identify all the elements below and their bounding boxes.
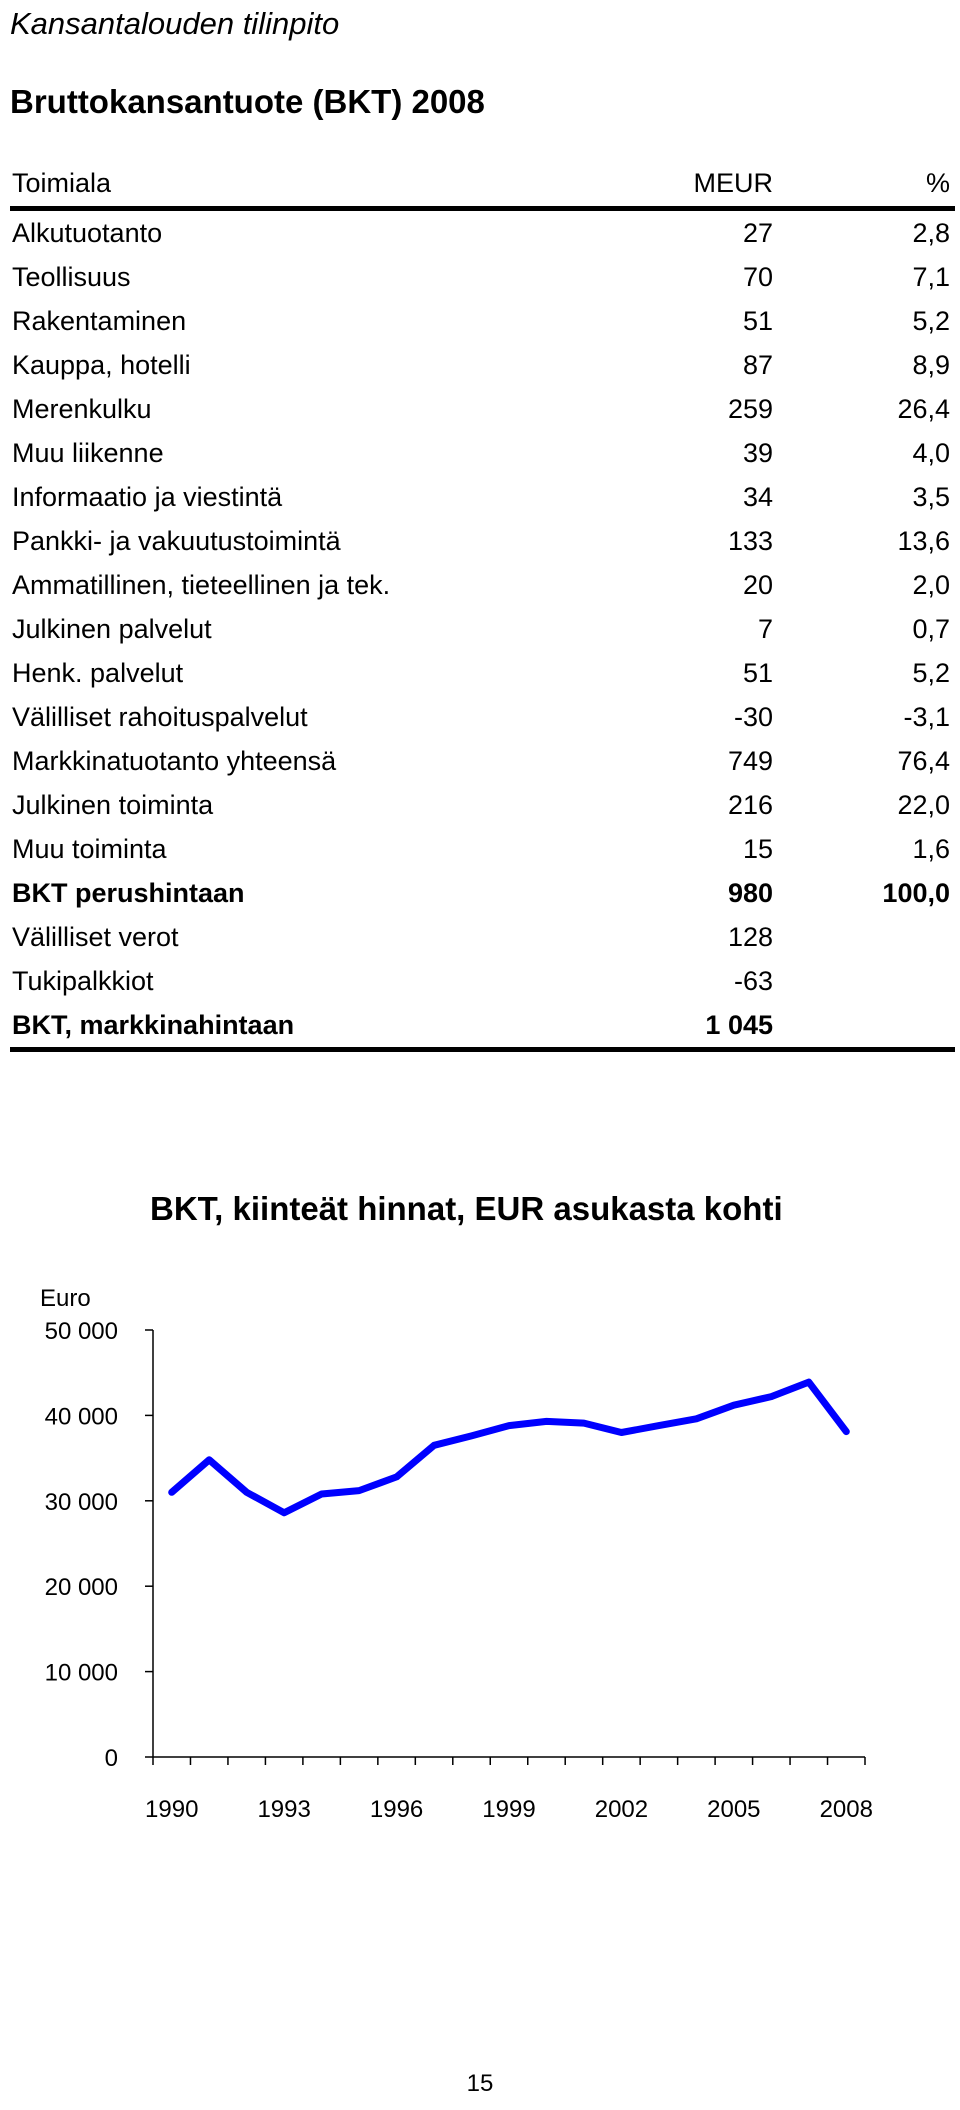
- data-point: [171, 1492, 172, 1493]
- data-point: [246, 1492, 247, 1493]
- table-row: [10, 959, 955, 1003]
- table-row: [10, 783, 955, 827]
- row-percent-value: 26,4: [897, 394, 950, 424]
- row-meur-value: 70: [742, 262, 773, 292]
- row-meur-value: 133: [727, 526, 773, 556]
- row-sector-name: Informaatio ja viestintä: [12, 482, 283, 512]
- row-sector-name: Ammatillinen, tieteellinen ja tek.: [12, 570, 391, 600]
- data-point: [284, 1512, 285, 1513]
- row-sector-name: Kauppa, hotelli: [12, 350, 191, 380]
- row-sector-name: Tukipalkkiot: [12, 966, 154, 996]
- table-row: [10, 739, 955, 783]
- row-meur-value: 216: [727, 790, 773, 820]
- table-row: [10, 563, 955, 607]
- data-point: [696, 1418, 697, 1419]
- row-percent-value: 100,0: [882, 878, 950, 908]
- data-point: [396, 1476, 397, 1477]
- x-tick-label: 1996: [369, 1796, 424, 1823]
- row-percent-value: 3,5: [912, 482, 950, 512]
- row-percent-value: 7,1: [912, 262, 950, 292]
- table-row: [10, 1003, 955, 1047]
- row-sector-name: BKT perushintaan: [12, 878, 245, 908]
- row-meur-value: 749: [727, 746, 773, 776]
- y-tick-label: 30 000: [44, 1488, 118, 1516]
- row-meur-value: 39: [742, 438, 773, 468]
- table-bottom-rule: [10, 1047, 955, 1052]
- row-sector-name: Pankki- ja vakuutustoimintä: [12, 526, 341, 556]
- row-meur-value: 87: [742, 350, 773, 380]
- row-meur-value: -30: [733, 702, 773, 732]
- data-point: [846, 1431, 847, 1432]
- row-percent-value: 76,4: [897, 746, 950, 776]
- x-tick-label: 1990: [145, 1796, 199, 1823]
- row-percent-value: 13,6: [897, 526, 950, 556]
- row-percent-value: 2,8: [912, 218, 950, 248]
- row-meur-value: 51: [742, 658, 773, 688]
- table-row: [10, 255, 955, 299]
- y-tick-label: 40 000: [44, 1403, 118, 1431]
- data-point: [658, 1425, 659, 1426]
- row-sector-name: Merenkulku: [12, 394, 152, 424]
- data-point: [771, 1396, 772, 1397]
- row-percent-value: 8,9: [912, 350, 950, 380]
- row-meur-value: 7: [757, 614, 773, 644]
- table-row: [10, 607, 955, 651]
- row-sector-name: Teollisuus: [12, 262, 131, 292]
- row-meur-value: 259: [727, 394, 773, 424]
- table-row: [10, 827, 955, 871]
- row-percent-value: 0,7: [912, 614, 950, 644]
- line-chart-svg: [0, 1270, 960, 1823]
- table-body: [10, 211, 955, 1047]
- data-point: [434, 1445, 435, 1446]
- row-percent-value: 5,2: [912, 306, 950, 336]
- row-percent-value: 4,0: [912, 438, 950, 468]
- table-row: [10, 431, 955, 475]
- table-row: [10, 695, 955, 739]
- x-tick-label: 1993: [257, 1796, 311, 1823]
- table-row: [10, 651, 955, 695]
- row-percent-value: 2,0: [912, 570, 950, 600]
- table-row: [10, 343, 955, 387]
- column-header-sector: Toimiala: [12, 168, 112, 198]
- chart-y-unit-label: Euro: [40, 1285, 91, 1312]
- x-tick-label: 2002: [594, 1796, 649, 1823]
- table-row: [10, 211, 955, 255]
- data-point: [359, 1490, 360, 1491]
- page-number: 15: [466, 2070, 494, 2097]
- data-point: [209, 1459, 210, 1460]
- column-header-meur: MEUR: [693, 168, 773, 198]
- table-row: [10, 871, 955, 915]
- row-meur-value: 51: [742, 306, 773, 336]
- row-sector-name: Alkutuotanto: [12, 218, 163, 248]
- row-meur-value: 27: [742, 218, 773, 248]
- y-tick-label: 20 000: [44, 1574, 118, 1602]
- table-header-row: [10, 160, 955, 206]
- row-percent-value: 1,6: [912, 834, 950, 864]
- gdp-per-capita-chart: [0, 1270, 960, 1823]
- series-line: [172, 1382, 847, 1513]
- row-sector-name: Julkinen palvelut: [12, 614, 212, 644]
- row-meur-value: 34: [742, 482, 773, 512]
- row-sector-name: BKT, markkinahintaan: [12, 1010, 295, 1040]
- row-meur-value: 980: [727, 878, 773, 908]
- x-tick-label: 2005: [707, 1796, 761, 1823]
- row-meur-value: 128: [727, 922, 773, 952]
- table-row: [10, 475, 955, 519]
- y-tick-label: 0: [104, 1745, 118, 1772]
- row-meur-value: 15: [742, 834, 773, 864]
- table-row: [10, 519, 955, 563]
- data-point: [546, 1421, 547, 1422]
- y-tick-label: 50 000: [44, 1318, 118, 1345]
- x-tick-label: 1999: [482, 1796, 536, 1823]
- column-header-percent: %: [925, 168, 950, 198]
- row-sector-name: Välilliset verot: [12, 922, 179, 952]
- data-point: [808, 1382, 809, 1383]
- page-title: Bruttokansantuote (BKT) 2008: [10, 83, 485, 120]
- x-tick-label: 2008: [819, 1796, 873, 1823]
- gdp-table: [10, 160, 955, 1052]
- row-sector-name: Markkinatuotanto yhteensä: [12, 746, 337, 776]
- row-sector-name: Muu toiminta: [12, 834, 167, 864]
- row-sector-name: Julkinen toiminta: [12, 790, 214, 820]
- table-row: [10, 299, 955, 343]
- data-point: [733, 1405, 734, 1406]
- table-row: [10, 387, 955, 431]
- row-percent-value: -3,1: [903, 702, 950, 732]
- data-point: [621, 1432, 622, 1433]
- data-point: [471, 1435, 472, 1436]
- data-point: [321, 1493, 322, 1494]
- row-meur-value: 1 045: [705, 1010, 773, 1040]
- chart-title: BKT, kiinteät hinnat, EUR asukasta kohti: [150, 1190, 783, 1227]
- row-sector-name: Muu liikenne: [12, 438, 164, 468]
- row-sector-name: Välilliset rahoituspalvelut: [12, 702, 308, 732]
- row-percent-value: 22,0: [897, 790, 950, 820]
- y-tick-label: 10 000: [44, 1659, 118, 1687]
- row-meur-value: 20: [742, 570, 773, 600]
- data-point: [583, 1423, 584, 1424]
- row-sector-name: Rakentaminen: [12, 306, 187, 336]
- row-percent-value: 5,2: [912, 658, 950, 688]
- section-header: Kansantalouden tilinpito: [10, 6, 340, 41]
- data-point: [509, 1425, 510, 1426]
- row-meur-value: -63: [733, 966, 773, 996]
- table-row: [10, 915, 955, 959]
- row-sector-name: Henk. palvelut: [12, 658, 184, 688]
